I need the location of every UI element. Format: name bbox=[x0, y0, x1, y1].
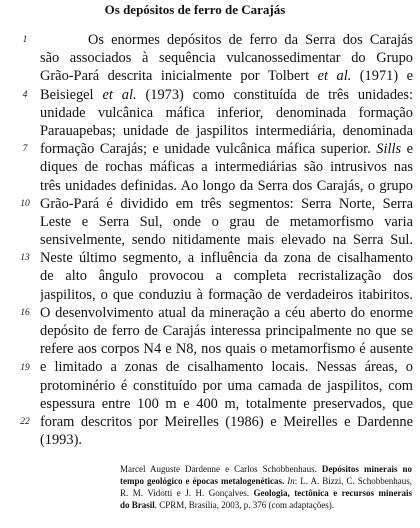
text-line: Leste e Serra Sul, onde o grau de metamorfismo varia bbox=[40, 213, 413, 230]
citation-line bbox=[120, 487, 412, 499]
citation-line bbox=[120, 499, 412, 511]
line-number: 4 bbox=[22, 89, 28, 100]
document-title: Os depósitos de ferro de Carajás bbox=[104, 2, 286, 17]
text-line: são associados à sequência vulcanossedimentar do Grupo bbox=[40, 50, 413, 67]
text-line bbox=[40, 86, 413, 104]
citation-line bbox=[120, 463, 412, 475]
text-line: refere aos corpos N4 e N8, nos quais o metamorfismo é ausente bbox=[40, 341, 413, 358]
text-segment: R. M. Vidotti e J. H. Gonçalves. bbox=[120, 488, 254, 498]
line-number: 22 bbox=[20, 417, 30, 428]
text-line: unidade vulcânica máfica inferior, denominada formação bbox=[40, 104, 413, 121]
text-segment: . CPRM, Brasília, 2003, p. 376 (com adaptações). bbox=[154, 500, 334, 510]
line-number: 19 bbox=[20, 362, 30, 373]
text-line: Parauapebas; unidade de jaspilitos intermediária, denominada bbox=[40, 122, 413, 139]
text-segment: (1973) como constituída de três unidades: bbox=[136, 86, 413, 103]
text-line bbox=[40, 67, 413, 85]
text-line: (1993). bbox=[40, 432, 82, 449]
body-paragraph bbox=[40, 31, 413, 449]
text-line: depósito de ferro de Carajás interessa principalmente no que se bbox=[40, 323, 413, 339]
bold-text: tempo geológico e épocas metalogenéticas. bbox=[120, 476, 285, 486]
text-line: e limitado a zonas de cisalhamento locais. Nessas áreas, o bbox=[40, 359, 413, 376]
text-line: Grão-Pará é dividido em três segmentos: Serra Norte, Serra bbox=[40, 195, 413, 212]
italic-text: et al. bbox=[102, 86, 137, 103]
text-line: diques de rochas máficas a intermediárias são intrusivos nas bbox=[40, 159, 413, 176]
italic-text: Sills bbox=[376, 141, 402, 158]
line-number: 1 bbox=[22, 35, 28, 45]
text-line: três unidades definidas. Ao longo da Serra dos Carajás, o grupo bbox=[40, 177, 413, 194]
citation-line bbox=[120, 475, 412, 487]
text-segment: Grão-Pará descrita inicialmente por Tolbert bbox=[40, 68, 318, 85]
text-line: de alto ângulo provocou a completa recristalização dos bbox=[40, 268, 413, 285]
text-segment: formação Carajás; e unidade vulcânica máfica superior. bbox=[40, 141, 377, 158]
bold-text: Geologia, tectônica e recursos minerais bbox=[253, 488, 412, 498]
text-line: O desenvolvimento atual da mineração a céu aberto do enorme bbox=[40, 304, 413, 321]
line-number: 7 bbox=[22, 144, 28, 155]
text-segment: Marcel Auguste Dardenne e Carlos Schobbenhaus. bbox=[120, 464, 322, 474]
text-segment: e bbox=[401, 141, 413, 158]
text-line: protominério é constituído por uma camada de jaspilitos, com bbox=[40, 377, 413, 394]
text-line: Neste último segmento, a influência da zona de cisalhamento bbox=[40, 250, 413, 267]
text-segment: (1971) e bbox=[351, 68, 413, 85]
text-line: espessura entre 100 m e 400 m, totalmente preservados, que bbox=[40, 395, 413, 412]
text-line: jaspilitos, o que conduziu à formação de verdadeiros itabiritos. bbox=[40, 286, 413, 303]
text-line: Os enormes depósitos de ferro da Serra dos Carajás bbox=[88, 32, 413, 48]
line-number: 13 bbox=[20, 253, 30, 264]
bold-text: do Brasil bbox=[120, 500, 155, 510]
text-line bbox=[40, 140, 413, 158]
text-line: foram descritos por Meirelles (1986) e Meirelles e Dardenne bbox=[40, 413, 413, 430]
text-line: sensivelmente, sendo nitidamente mais elevado na Serra Sul. bbox=[40, 232, 413, 249]
bold-text: Depósitos minerais no bbox=[321, 464, 412, 474]
text-segment: Beisiegel bbox=[40, 86, 103, 103]
italic-text: In bbox=[284, 476, 295, 486]
italic-text: et al. bbox=[317, 68, 352, 85]
line-number: 10 bbox=[20, 198, 30, 209]
line-number-gutter bbox=[10, 31, 40, 451]
line-number: 16 bbox=[20, 308, 30, 318]
source-citation bbox=[120, 463, 412, 511]
text-segment: : L. A. Bizzi, C. Schobbenhaus, bbox=[294, 476, 412, 486]
